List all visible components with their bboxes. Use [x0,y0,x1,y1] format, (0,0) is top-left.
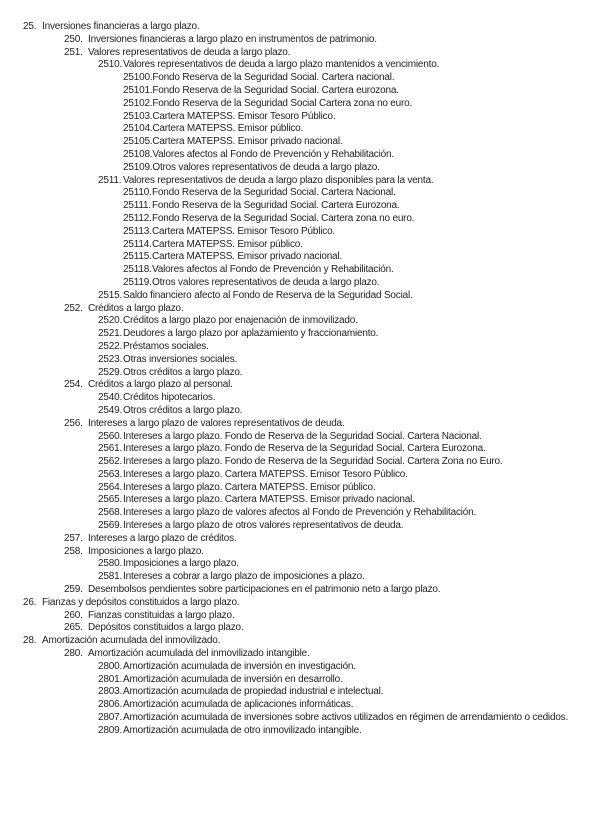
account-label: Intereses a largo plazo. Fondo de Reserva de la Seguridad Social. Cartera Zona no Euro. [123,456,503,468]
account-row [0,469,600,482]
account-label: Cartera MATEPSS. Emisor privado nacional. [152,136,343,148]
account-row [0,328,600,341]
account-row [0,610,600,623]
account-code: 252. [64,302,83,314]
account-code: 2529. [98,366,123,378]
account-code: 250. [64,33,83,45]
account-code: 25119. [123,276,152,288]
account-label: Otros valores representativos de deuda a largo plazo. [152,161,380,173]
account-row [0,520,600,533]
account-code: 2549. [98,404,123,416]
account-code: 2523. [98,353,123,365]
account-code: 2520. [98,315,123,327]
account-label: Amortización acumulada de inversión en desarrollo. [123,673,343,685]
account-code: 25112. [123,212,152,224]
account-row [0,443,600,456]
account-label: Amortización acumulada de aplicaciones informáticas. [123,699,354,711]
account-row [0,187,600,200]
account-row [0,34,600,47]
account-label: Intereses a largo plazo. Fondo de Reserva de la Seguridad Social. Cartera Nacional. [123,430,482,442]
account-code: 260. [64,609,83,621]
account-row [0,264,600,277]
account-code: 25114. [123,238,152,250]
account-row [0,622,600,635]
account-label: Deudores a largo plazo por aplazamiento y fraccionamiento. [123,328,379,340]
account-code: 2803. [98,686,123,698]
account-code: 280. [64,648,83,660]
account-code: 2568. [98,507,123,519]
account-label: Valores representativos de deuda a largo plazo mantenidos a vencimiento. [123,59,440,71]
account-row [0,367,600,380]
account-code: 25118. [123,264,152,276]
account-row [0,21,600,34]
account-label: Otras inversiones sociales. [123,353,238,365]
account-label: Amortización acumulada de inversión en investigación. [123,660,356,672]
account-label: Fianzas y depósitos constituidos a largo plazo. [42,596,240,608]
account-code: 2580. [98,558,123,570]
account-row [0,226,600,239]
account-code: 2581. [98,571,123,583]
account-row [0,674,600,687]
account-code: 2515. [98,289,123,301]
account-label: Créditos hipotecarios. [123,392,216,404]
account-code: 2561. [98,443,123,455]
account-code: 2801. [98,673,123,685]
account-row [0,686,600,699]
account-row [0,149,600,162]
account-label: Intereses a cobrar a largo plazo de imposiciones a plazo. [123,571,365,583]
account-label: Intereses a largo plazo de créditos. [88,532,237,544]
account-code: 25115. [123,251,152,263]
account-label: Cartera MATEPSS. Emisor privado nacional. [152,251,343,263]
account-label: Valores representativos de deuda a largo plazo. [88,46,291,58]
account-label: Intereses a largo plazo. Cartera MATEPSS. Emisor privado nacional. [123,494,415,506]
account-row [0,98,600,111]
account-row [0,290,600,303]
account-row [0,303,600,316]
account-label: Cartera MATEPSS. Emisor público. [152,238,303,250]
account-row [0,315,600,328]
account-label: Amortización acumulada del inmovilizado. [42,635,221,647]
account-label: Créditos a largo plazo. [88,302,184,314]
account-code: 25. [23,21,37,32]
account-code: 25101. [123,84,153,96]
account-row [0,213,600,226]
account-row [0,72,600,85]
account-label: Fianzas constituidas a largo plazo. [88,609,235,621]
account-label: Desembolsos pendientes sobre participaciones en el patrimonio neto a largo plazo. [88,584,441,596]
account-row [0,699,600,712]
account-row [0,123,600,136]
account-code: 25105. [123,136,153,148]
account-row [0,175,600,188]
account-code: 257. [64,532,83,544]
account-label: Cartera MATEPSS. Emisor Tesoro Público. [152,225,336,237]
account-row [0,200,600,213]
account-row [0,136,600,149]
account-row [0,111,600,124]
account-row [0,584,600,597]
account-code: 28. [23,635,37,647]
account-code: 25100. [123,72,153,84]
account-label: Créditos a largo plazo al personal. [88,379,233,391]
account-row [0,239,600,252]
account-label: Fondo Reserva de la Seguridad Social. Cartera nacional. [152,72,395,84]
account-label: Imposiciones a largo plazo. [123,558,239,570]
account-label: Fondo Reserva de la Seguridad Social Cartera zona no euro. [152,97,413,109]
account-label: Créditos a largo plazo por enajenación de inmovilizado. [123,315,358,327]
account-label: Fondo Reserva de la Seguridad Social. Cartera eurozona. [152,84,399,96]
account-code: 254. [64,379,83,391]
account-row [0,162,600,175]
account-label: Otros valores representativos de deuda a largo plazo. [152,276,380,288]
account-label: Intereses a largo plazo. Cartera MATEPSS. Emisor público. [123,481,376,493]
account-code: 26. [23,596,37,608]
account-label: Valores representativos de deuda a largo plazo disponibles para la venta. [123,174,434,186]
account-code: 2522. [98,340,123,352]
account-code: 25102. [123,97,153,109]
account-row [0,405,600,418]
account-code: 25104. [123,123,153,135]
account-label: Fondo Reserva de la Seguridad Social. Cartera Eurozona. [152,200,400,212]
account-label: Amortización acumulada de otro inmovilizado intangible. [123,724,362,736]
account-row [0,251,600,264]
account-row [0,456,600,469]
account-row [0,533,600,546]
account-label: Intereses a largo plazo de valores afectos al Fondo de Prevención y Rehabilitación. [123,507,477,519]
account-row [0,597,600,610]
account-row [0,635,600,648]
account-code: 2565. [98,494,123,506]
account-label: Intereses a largo plazo. Fondo de Reserva de la Seguridad Social. Cartera Eurozona. [123,443,486,455]
account-code: 2521. [98,328,123,340]
account-label: Préstamos sociales. [123,340,209,352]
account-label: Saldo financiero afecto al Fondo de Reserva de la Seguridad Social. [123,289,413,301]
account-code: 2564. [98,481,123,493]
account-code: 2800. [98,660,123,672]
account-label: Amortización acumulada de propiedad industrial e intelectual. [123,686,384,698]
account-row [0,507,600,520]
account-code: 25109. [123,161,153,173]
account-row [0,712,600,725]
account-row [0,558,600,571]
account-label: Inversiones financieras a largo plazo. [42,21,200,32]
account-code: 25113. [123,225,152,237]
account-row [0,482,600,495]
account-code: 25110. [123,187,152,199]
account-row [0,277,600,290]
account-label: Intereses a largo plazo. Cartera MATEPSS. Emisor Tesoro Público. [123,468,408,480]
account-code: 256. [64,417,83,429]
account-label: Depósitos constituidos a largo plazo. [88,622,244,634]
account-row [0,341,600,354]
account-code: 2809. [98,724,123,736]
account-row [0,379,600,392]
account-label: Valores afectos al Fondo de Prevención y Rehabilitación. [152,148,394,160]
account-code: 25111. [123,200,151,212]
account-label: Imposiciones a largo plazo. [88,545,204,557]
account-code: 2560. [98,430,123,442]
account-row [0,354,600,367]
account-code: 2540. [98,392,123,404]
account-code: 258. [64,545,83,557]
account-label: Inversiones financieras a largo plazo en instrumentos de patrimonio. [88,33,377,45]
account-row [0,85,600,98]
account-code: 25108. [123,148,153,160]
account-row [0,648,600,661]
account-label: Amortización acumulada de inversiones sobre activos utilizados en régimen de arrendamiento o cedidos. [123,712,569,724]
account-label: Cartera MATEPSS. Emisor Tesoro Público. [152,110,336,122]
account-label: Intereses a largo plazo de valores representativos de deuda. [88,417,345,429]
account-row [0,494,600,507]
account-label: Intereses a largo plazo de otros valores representativos de deuda. [123,520,404,532]
account-row [0,725,600,738]
account-label: Otros créditos a largo plazo. [123,366,243,378]
account-code: 259. [64,584,83,596]
account-code: 2806. [98,699,123,711]
account-row [0,418,600,431]
account-row [0,59,600,72]
account-list [0,21,600,738]
account-code: 265. [64,622,83,634]
account-label: Cartera MATEPSS. Emisor público. [152,123,304,135]
account-code: 2510. [98,59,123,71]
account-code: 2563. [98,468,123,480]
account-row [0,47,600,60]
account-label: Fondo Reserva de la Seguridad Social. Cartera zona no euro. [152,212,415,224]
account-code: 2562. [98,456,123,468]
account-code: 25103. [123,110,153,122]
account-row [0,546,600,559]
account-label: Valores afectos al Fondo de Prevención y Rehabilitación. [152,264,394,276]
account-code: 2807. [98,712,123,724]
account-label: Amortización acumulada del inmovilizado intangible. [88,648,310,660]
account-row [0,571,600,584]
account-label: Fondo Reserva de la Seguridad Social. Cartera Nacional. [152,187,396,199]
account-code: 2569. [98,520,123,532]
account-row [0,431,600,444]
account-code: 251. [64,46,83,58]
account-row [0,392,600,405]
account-code: 2511. [98,174,122,186]
account-row [0,661,600,674]
account-label: Otros créditos a largo plazo. [123,404,243,416]
